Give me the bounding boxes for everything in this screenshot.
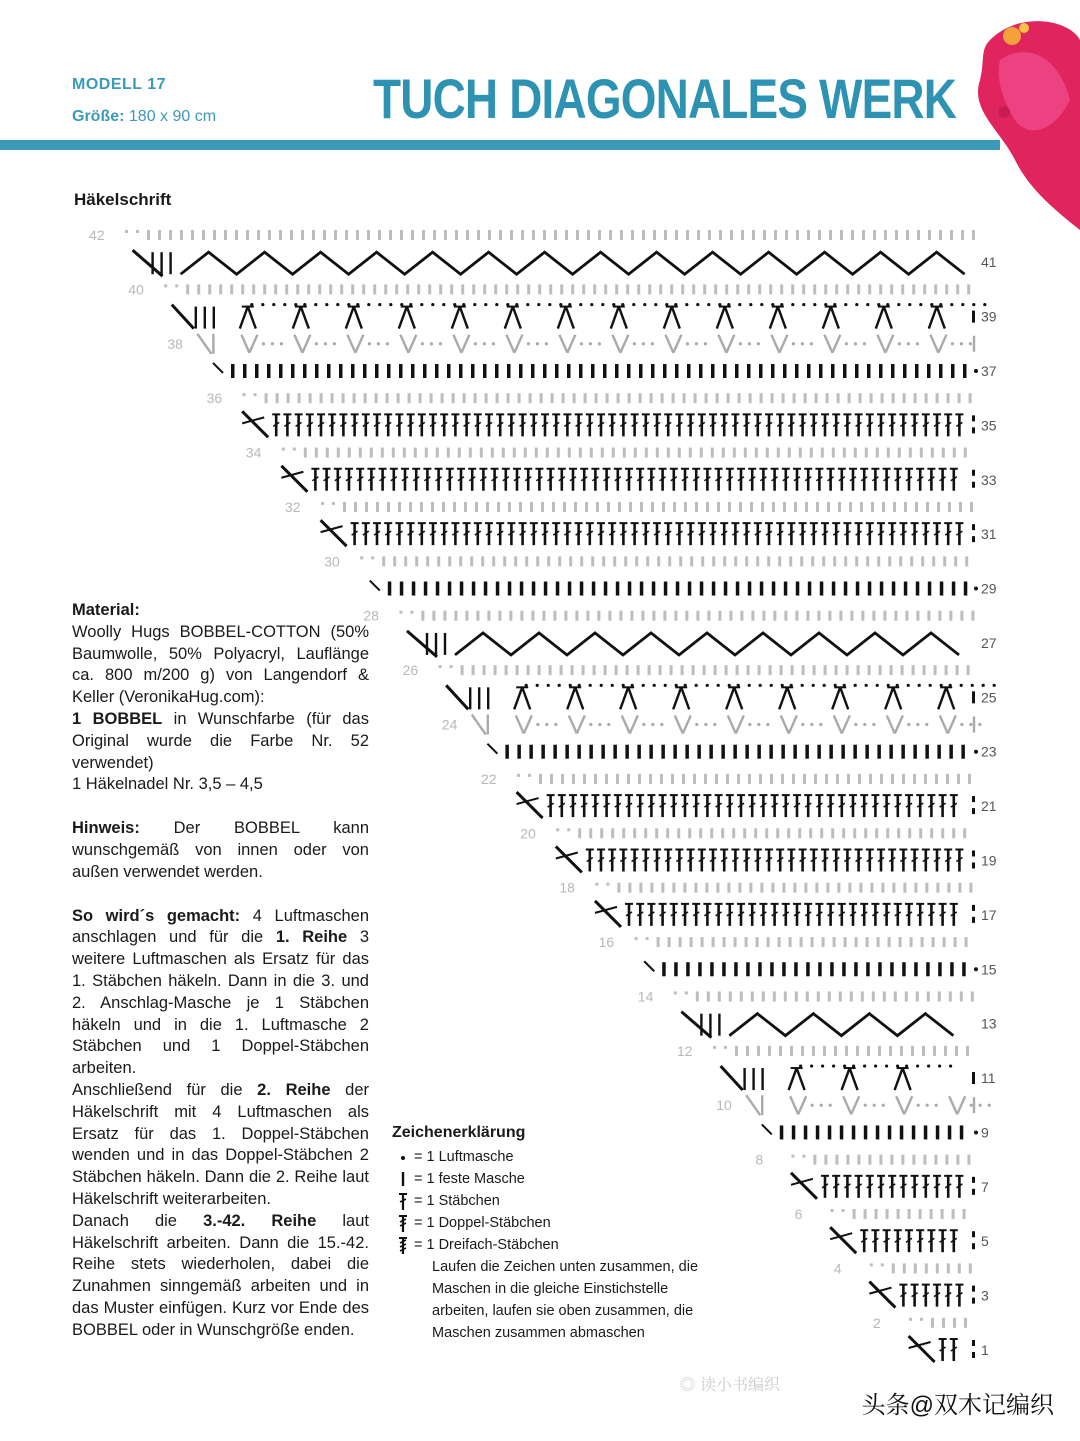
hint-paragraph xyxy=(72,818,369,883)
row-numbers-right xyxy=(981,254,997,1358)
legend-item xyxy=(392,1146,712,1168)
row-number-left: 26 xyxy=(402,662,419,679)
treble-crochet-icon xyxy=(392,1213,414,1233)
rows-3-42-label: 3.-42. Reihe xyxy=(203,1211,317,1230)
row-number-right: 9 xyxy=(981,1124,989,1141)
row-number-right: 35 xyxy=(981,417,997,434)
row-number-left: 10 xyxy=(716,1097,732,1114)
double-crochet-icon xyxy=(392,1191,414,1211)
instructions-paragraph-3 xyxy=(72,1211,369,1342)
material-color xyxy=(72,709,369,774)
row-number-right: 27 xyxy=(981,634,997,651)
triple-treble-icon xyxy=(392,1235,414,1255)
legend-label: = 1 Dreifach-Stäbchen xyxy=(414,1237,559,1253)
row-number-right: 11 xyxy=(981,1070,996,1087)
instructions-column xyxy=(72,600,369,1342)
legend-item xyxy=(392,1234,712,1256)
row-number-left: 32 xyxy=(285,498,301,515)
row-number-right: 19 xyxy=(981,852,997,869)
legend-title: Zeichenerklärung xyxy=(392,1124,526,1141)
material-hook: 1 Häkelnadel Nr. 3,5 – 4,5 xyxy=(72,775,263,794)
row-number-right: 13 xyxy=(981,1015,997,1032)
material-heading: Material: xyxy=(72,601,140,619)
row-number-left: 34 xyxy=(245,444,262,461)
paint-splash-decoration xyxy=(960,0,1080,230)
row-number-right: 33 xyxy=(981,471,997,488)
row-number-left: 6 xyxy=(794,1206,803,1223)
row-number-right: 21 xyxy=(981,798,997,815)
hint-heading: Hinweis: xyxy=(72,819,140,838)
legend-label: = 1 feste Masche xyxy=(414,1171,525,1187)
legend-label: = 1 Stäbchen xyxy=(414,1193,500,1209)
size-line xyxy=(72,108,216,126)
row-number-right: 25 xyxy=(981,689,997,706)
legend-note: Laufen die Zeichen unten zusammen, die Maschen in die gleiche Einstichstelle arbeiten, laufen sie oben zusammen, die Maschen zusammen abmaschen xyxy=(432,1259,699,1341)
row-number-right: 23 xyxy=(981,743,997,760)
legend-item xyxy=(392,1168,712,1190)
instructions-heading: So wird´s gemacht: xyxy=(72,906,241,925)
watermark-faint: ◎ 读小书编织 xyxy=(679,1377,780,1394)
row-number-left: 22 xyxy=(481,770,497,787)
row-1-label: 1. Reihe xyxy=(275,928,348,947)
instructions-text-5: Danach die xyxy=(72,1211,204,1230)
row-number-right: 7 xyxy=(981,1178,989,1195)
material-bobbel: 1 BOBBEL xyxy=(72,709,163,728)
header-rule xyxy=(0,140,1000,150)
instructions-text-1: 4 Luftmaschen anschlagen und für die xyxy=(72,906,369,947)
instructions-text-2: 3 weitere Luftmaschen als Ersatz für das 1. Stäbchen häkeln. Dann in die 3. und 2. Anschlag-Masche je 1 Stäbchen häkeln und in die 1. Luftmasche 2 Stäbchen und 1 Doppel-Stäbchen arbeiten. xyxy=(72,928,370,1078)
instructions-paragraph-2 xyxy=(72,1080,369,1211)
row-number-right: 29 xyxy=(981,580,997,597)
page-title: TUCH DIAGONALES WERK xyxy=(372,67,956,130)
dot-icon xyxy=(392,1149,414,1165)
size-label: Größe: xyxy=(72,108,125,125)
row-number-right: 3 xyxy=(981,1287,989,1304)
row-number-left: 12 xyxy=(677,1042,693,1059)
row-number-right: 1 xyxy=(981,1342,989,1358)
row-number-right: 17 xyxy=(981,906,997,923)
instructions-paragraph-1 xyxy=(72,906,369,1080)
single-crochet-icon xyxy=(392,1170,414,1188)
hint-text: Der BOBBEL kann wunschgemäß von innen oder von außen verwendet werden. xyxy=(72,819,369,881)
row-number-left: 24 xyxy=(441,716,458,733)
size-value: 180 x 90 cm xyxy=(128,108,217,125)
row-number-left: 42 xyxy=(89,227,105,243)
legend-item xyxy=(392,1190,712,1212)
instructions-text-3: Anschließend für die xyxy=(72,1080,258,1099)
row-number-left: 38 xyxy=(167,335,183,352)
row-number-left: 18 xyxy=(559,879,575,896)
row-number-left: 14 xyxy=(637,988,654,1005)
row-number-left: 2 xyxy=(873,1314,881,1331)
row-number-left: 36 xyxy=(206,390,223,407)
legend-label: = 1 Luftmasche xyxy=(414,1149,514,1165)
row-number-right: 15 xyxy=(981,961,997,978)
row-number-right: 39 xyxy=(981,308,997,325)
row-number-left: 20 xyxy=(520,825,536,842)
row-number-left: 40 xyxy=(128,281,144,298)
row-number-left: 28 xyxy=(363,607,379,624)
row-number-left: 16 xyxy=(598,934,615,951)
row-number-left: 4 xyxy=(833,1260,842,1277)
watermark: 头条@双木记编织 xyxy=(861,1392,1054,1419)
legend-item xyxy=(392,1212,712,1234)
row-number-left: 8 xyxy=(755,1151,764,1168)
row-2-label: 2. Reihe xyxy=(257,1080,331,1099)
row-number-right: 31 xyxy=(981,526,997,543)
model-number: MODELL 17 xyxy=(72,76,166,93)
row-number-right: 5 xyxy=(981,1233,989,1250)
instructions-text-4: der Häkelschrift mit 4 Luftmaschen als Ersatz für das 1. Doppel-Stäbchen wenden und in das Doppel-Stäbchen 2 Stäbchen häkeln. Dann die 2. Reihe laut Häkelschrift weiterarbeiten. xyxy=(72,1080,370,1208)
row-number-right: 37 xyxy=(981,362,997,379)
legend-label: = 1 Doppel-Stäbchen xyxy=(414,1215,551,1231)
instructions-text-6: laut Häkelschrift arbeiten. Dann die 15.-42. Reihe stets wiederholen, dabei die Zunahmen sinngemäß arbeiten und in das Muster einfügen. Kurz vor Ende des BOBBEL oder in Wunschgröße enden. xyxy=(72,1211,369,1339)
chart-section-title: Häkelschrift xyxy=(74,190,172,209)
material-color-text: in Wunschfarbe (für das Original wurde die Farbe Nr. 52 verwendet) xyxy=(72,709,369,772)
row-number-left: 30 xyxy=(324,553,340,570)
material-yarn: Woolly Hugs BOBBEL-COTTON (50% Baumwolle, 50% Polyacryl, Lauflänge ca. 800 m/200 g) von Langendorf & Keller (VeronikaHug.com): xyxy=(72,622,369,707)
symbol-legend xyxy=(392,1124,712,1344)
row-number-right: 41 xyxy=(981,254,997,271)
